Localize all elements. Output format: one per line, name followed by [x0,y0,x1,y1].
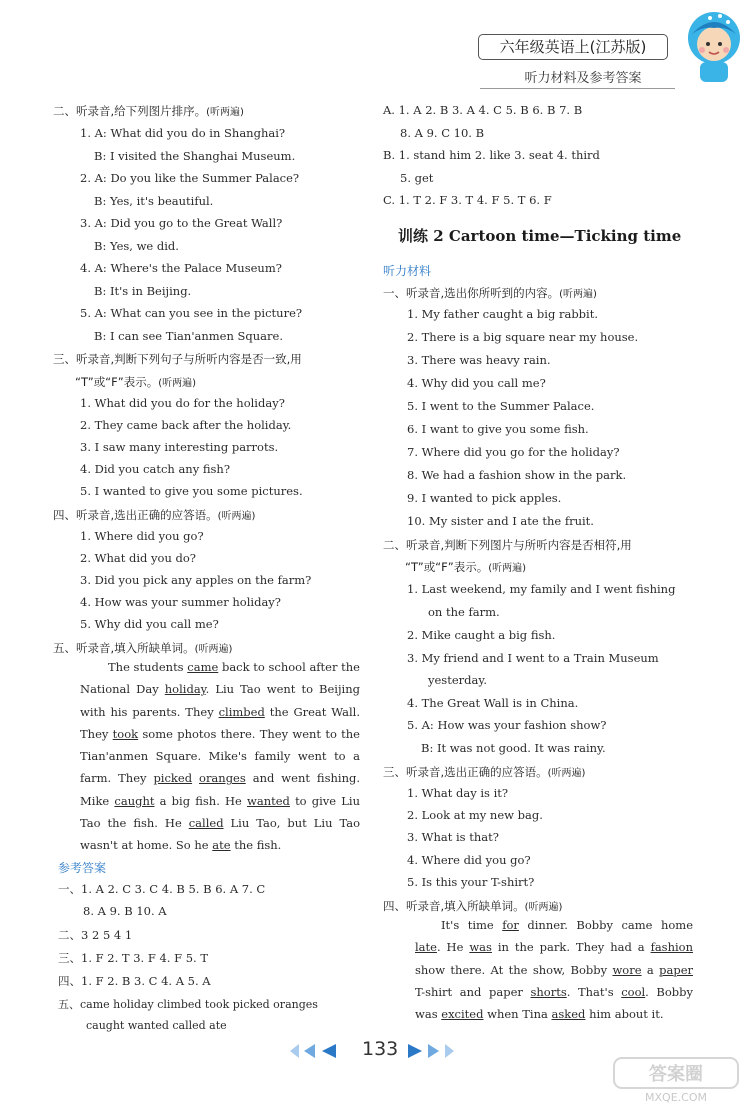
answer-line: 三、1. F 2. T 3. F 4. F 5. T [58,951,209,965]
section-heading-cont: “T”或“F”表示。(听两遍) [405,560,527,574]
list-item: 9. I wanted to pick apples. [407,491,562,505]
blank-answer: picked [153,771,193,786]
answer-line: B. 1. stand him 2. like 3. seat 4. third [383,148,600,162]
blank-answer: asked [551,1007,586,1022]
listening-heading: 听力材料 [383,264,432,278]
list-item: 5. I wanted to give you some pictures. [80,484,303,498]
passage-text: the Great Wall. They [80,704,360,741]
passage-text: show there. At the show, Bobby [415,962,613,977]
section-heading: 二、听录音,给下列图片排序。(听两遍) [53,104,244,118]
list-item: 3. My friend and I went to a Train Museum [407,651,659,665]
blank-answer: for [502,918,519,932]
list-item: 1. My father caught a big rabbit. [407,307,599,321]
list-item: B: Yes, we did. [94,239,179,253]
passage-text: T-shirt and paper [415,984,531,999]
passage-text: in the park. They had a [491,940,651,955]
blank-answer: was [469,940,492,955]
mascot-girl-icon [672,4,750,84]
passage-text: a big fish. He [154,793,247,808]
passage-text: to give Liu Tao the fish. He [80,793,360,831]
answer-line: C. 1. T 2. F 3. T 4. F 5. T 6. F [383,193,552,207]
answer-line: 四、1. F 2. B 3. C 4. A 5. A [58,974,211,988]
list-item: 4. The Great Wall is in China. [407,696,579,710]
answer-line: 8. A 9. B 10. A [83,904,167,918]
prev-arrow-icon[interactable] [290,1044,299,1058]
unit-title: 训练 2 Cartoon time—Ticking time [398,227,682,245]
list-item: 4. Did you catch any fish? [80,462,231,476]
page-number: 133 [362,1038,399,1060]
list-item: 3. I saw many interesting parrots. [80,440,279,454]
section-heading: 三、听录音,判断下列句子与所听内容是否一致,用 [53,352,302,366]
prev-arrow-icon[interactable] [304,1044,315,1058]
blank-answer: excited [441,1007,484,1022]
list-item: 3. Did you pick any apples on the farm? [80,573,312,587]
list-item: 4. Where did you go? [407,853,531,867]
list-item: 2. Look at my new bag. [407,808,543,822]
blank-answer: came [187,660,219,674]
list-item: 10. My sister and I ate the fruit. [407,514,594,528]
list-item: 2. They came back after the holiday. [80,418,292,432]
blank-answer: late [415,940,437,955]
passage-text: . Bobby was [415,984,694,1022]
list-item: B: Yes, it's beautiful. [94,194,214,208]
blank-answer: wanted [247,793,290,808]
passage-text: the fish. [230,838,282,853]
list-item: 3. A: Did you go to the Great Wall? [80,216,283,230]
section-heading-cont: “T”或“F”表示。(听两遍) [75,375,197,389]
blank-answer: paper [659,962,693,977]
cloze-passage [80,656,360,857]
list-item: 4. How was your summer holiday? [80,595,281,609]
blank-answer: cool [621,984,646,999]
passage-text: . That's [566,984,622,999]
book-subtitle: 听力材料及参考答案 [524,71,642,86]
passage-text: It's time [441,918,503,932]
list-item: B: It's in Beijing. [94,284,192,298]
blank-answer: took [112,726,139,741]
passage-text [192,771,199,785]
list-item: 1. What day is it? [407,786,509,800]
list-item: 3. What is that? [407,830,499,844]
section-heading: 三、听录音,选出正确的应答语。(听两遍) [383,765,586,779]
answer-line: 8. A 9. C 10. B [400,126,485,140]
blank-answer: caught [114,793,155,808]
answer-line: 5. get [400,171,434,185]
list-item: 2. What did you do? [80,551,196,565]
passage-text: and went fishing. Mike [80,771,360,808]
list-item: 1. Last weekend, my family and I went fishing [407,582,676,596]
next-arrow-icon[interactable] [445,1044,454,1058]
blank-answer: ate [212,838,231,853]
blank-answer: climbed [218,704,265,719]
list-item: 5. Is this your T-shirt? [407,875,535,889]
list-item: 8. We had a fashion show in the park. [407,468,627,482]
list-item: 3. There was heavy rain. [407,353,551,367]
next-arrow-icon[interactable] [428,1044,439,1058]
section-heading: 二、听录音,判断下列图片与所听内容是否相符,用 [383,538,632,552]
answer-line: caught wanted called ate [86,1019,227,1032]
blank-answer: shorts [530,984,567,999]
list-item: 5. A: What can you see in the picture? [80,306,303,320]
list-item: B: I can see Tian'anmen Square. [94,329,283,343]
list-item: 7. Where did you go for the holiday? [407,445,620,459]
page-navigation [290,1038,460,1064]
answer-line: 二、3 2 5 4 1 [58,928,133,942]
list-item: 2. Mike caught a big fish. [407,628,556,642]
list-item: B: I visited the Shanghai Museum. [94,149,296,163]
passage-text: him about it. [585,1007,664,1022]
passage-text: back to school after the National Day [80,660,360,697]
list-item: 1. A: What did you do in Shanghai? [80,126,286,140]
svg-text:MXQE.COM: MXQE.COM [645,1091,707,1104]
passage-text: dinner. Bobby came home [518,918,693,932]
answer-line: 五、came holiday climbed took picked oranges [58,998,318,1011]
list-item: 5. Why did you call me? [80,617,219,631]
list-item: 4. A: Where's the Palace Museum? [80,261,282,275]
watermark-icon [612,1056,740,1104]
list-item: B: It was not good. It was rainy. [421,741,606,755]
blank-answer: oranges [199,771,246,786]
section-heading: 一、听录音,选出你所听到的内容。(听两遍) [383,286,597,300]
section-heading: 五、听录音,填入所缺单词。(听两遍) [53,641,233,655]
list-item: 4. Why did you call me? [407,376,546,390]
prev-arrow-icon[interactable] [322,1044,336,1058]
passage-text: a [641,962,660,977]
answers-heading: 参考答案 [58,861,107,875]
blank-answer: holiday [164,682,206,697]
list-item: 5. A: How was your fashion show? [407,718,607,732]
section-heading: 四、听录音,填入所缺单词。(听两遍) [383,899,563,913]
list-item: 6. I want to give you some fish. [407,422,589,436]
next-arrow-icon[interactable] [408,1044,422,1058]
list-item: 1. Where did you go? [80,529,204,543]
passage-text: The students [108,660,188,674]
passage-text: some photos there. They went to the Tian'anmen Square. Mike's family went to a farm. They [80,726,360,786]
blank-answer: called [188,816,224,831]
passage-text: Liu Tao, but Liu Tao wasn't at home. So he [80,816,360,853]
section-heading: 四、听录音,选出正确的应答语。(听两遍) [53,508,256,522]
passage-text: . Liu Tao went to Beijing with his parents. They [80,682,360,719]
list-item: 2. There is a big square near my house. [407,330,639,344]
blank-answer: wore [612,962,642,977]
cloze-passage [415,914,693,1025]
passage-text: . He [436,940,470,955]
book-title: 六年级英语上(江苏版) [478,34,668,60]
header-divider [480,88,675,89]
list-item: yesterday. [428,673,487,687]
list-item: 1. What did you do for the holiday? [80,396,285,410]
watermark-logo [612,1056,740,1104]
list-item: 5. I went to the Summer Palace. [407,399,595,413]
list-item: 2. A: Do you like the Summer Palace? [80,171,300,185]
answer-line: A. 1. A 2. B 3. A 4. C 5. B 6. B 7. B [383,103,583,117]
blank-answer: fashion [650,940,693,955]
passage-text: when Tina [483,1007,552,1022]
list-item: on the farm. [428,605,500,619]
svg-text:答案圈: 答案圈 [649,1064,703,1085]
answer-line: 一、1. A 2. C 3. C 4. B 5. B 6. A 7. C [58,882,266,896]
